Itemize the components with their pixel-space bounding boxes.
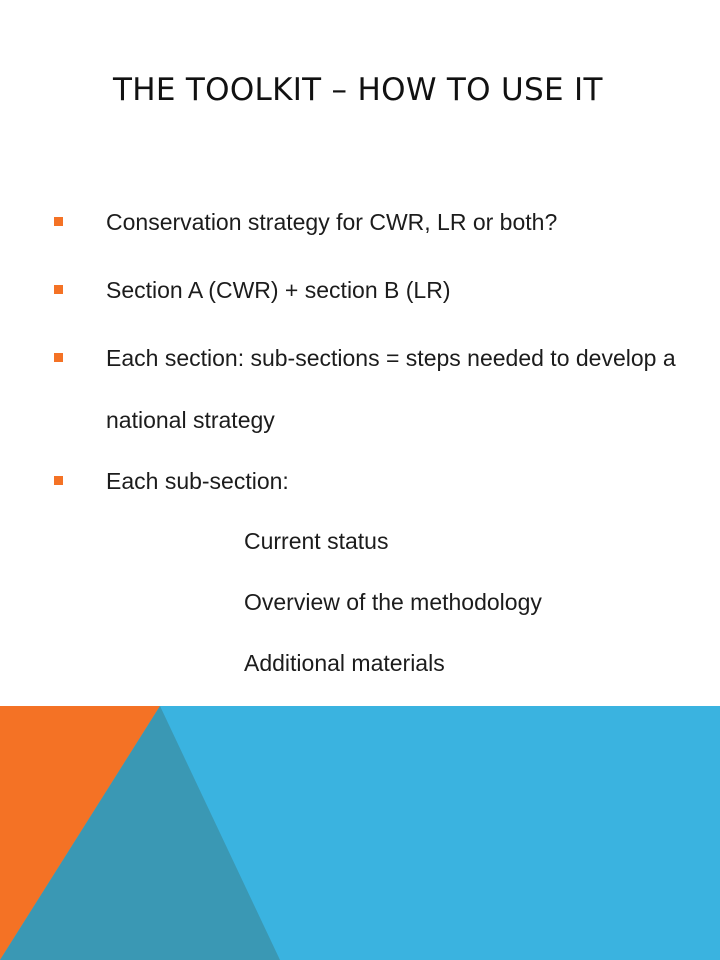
bullet-text: Section A (CWR) + section B (LR) [106,277,451,303]
bullet-text: Conservation strategy for CWR, LR or both? [106,209,558,235]
sub-item-methodology-overview: Overview of the methodology [244,589,542,615]
bullet-text: Each section: sub-sections = steps needed to develop a national strategy [106,345,676,433]
square-bullet-icon [54,285,63,294]
square-bullet-icon [54,217,63,226]
sub-item-additional-materials: Additional materials [244,650,445,676]
sub-item-current-status: Current status [244,528,389,554]
square-bullet-icon [54,353,63,362]
square-bullet-icon [54,476,63,485]
slide-title: THE TOOLKIT – HOW TO USE IT [113,72,603,108]
bullet-text: Each sub-section: [106,468,289,494]
decorative-triangle-banner [0,706,720,960]
